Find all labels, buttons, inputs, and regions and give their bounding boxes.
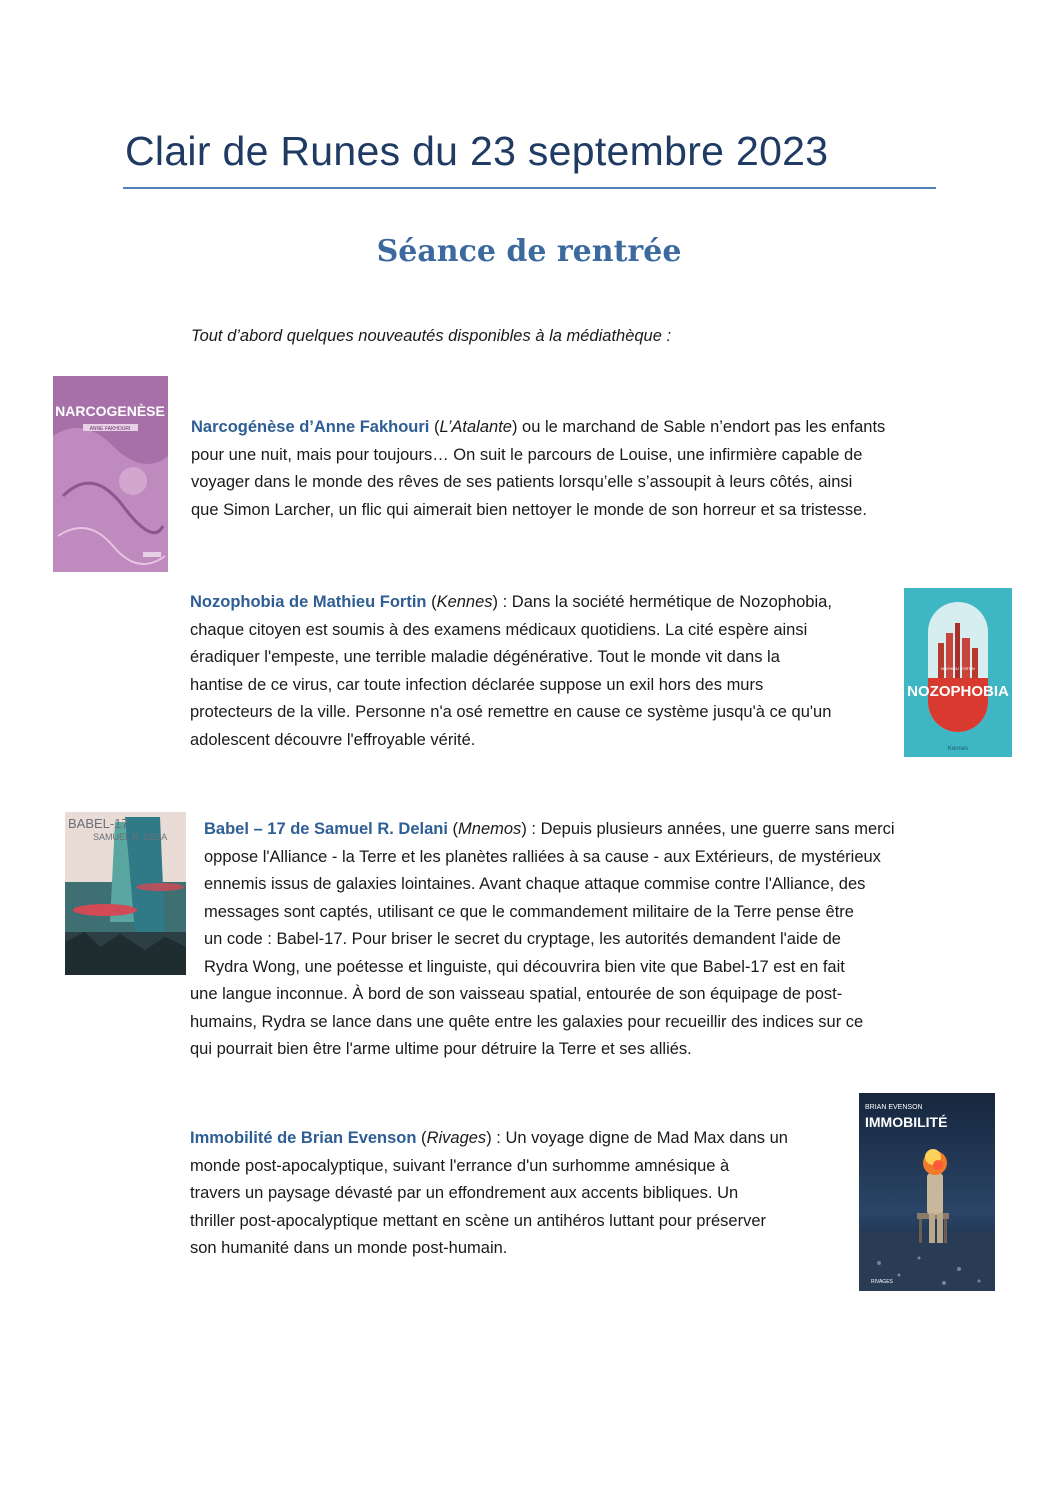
cover-author: MATHIEU FORTIN [941, 666, 975, 671]
book-description-line: Rydra Wong, une poétesse et linguiste, qui découvrira bien vite que Babel-17 est en fait [204, 957, 845, 976]
book-cover-narcogenese [53, 376, 168, 572]
book-title: Narcogénèse d’Anne Fakhouri [191, 418, 430, 436]
cover-title: BABEL-17 [68, 816, 129, 831]
book-publisher: Rivages [426, 1129, 487, 1147]
book-description-line: que Simon Larcher, un flic qui aimerait bien nettoyer le monde de son horreur et sa tristesse. [191, 500, 867, 519]
book-description-line: thriller post-apocalyptique mettant en scène un antihéros luttant pour préserver [190, 1211, 766, 1230]
book-description-line: ennemis issus de galaxies lointaines. Avant chaque attaque commise contre l'Alliance, des [204, 875, 866, 893]
book-entry-immobilite: Immobilité de Brian Evenson (Rivages) : Un voyage digne de Mad Max dans un monde post-apocalyptique, suivant l'errance d'un surhomme amnésique à travers un paysage dévasté par un effondrement aux accents bibliques. Un thriller post-apocalyptique mettant en scène un antihéros luttant pour préserver son humanité dans un monde post-humain. [190, 1125, 788, 1263]
cover-title: IMMOBILITÉ [865, 1114, 948, 1130]
book-description-line: son humanité dans un monde post-humain. [190, 1239, 508, 1257]
book-description-line: messages sont captés, utilisant ce que le commandement militaire de la Terre pense être [204, 902, 854, 921]
title-divider [123, 187, 936, 189]
book-description-line: hantise de ce virus, car toute infection déclarée suppose un exil hors des murs [190, 675, 764, 694]
book-description-line: ou le marchand de Sable n’endort pas les enfants [517, 418, 886, 436]
book-description-line: une langue inconnue. À bord de son vaisseau spatial, entourée de son équipage de post- [190, 985, 843, 1003]
book-entry-nozophobia: Nozophobia de Mathieu Fortin (Kennes) : Dans la société hermétique de Nozophobia, chaque citoyen est soumis à des examens médicaux quotidiens. La cité espère ainsi éradiquer l'empeste, une terrible maladie dégénérative. Tout le monde vit dans la hantise de ce virus, car toute infection déclarée suppose un exil hors des murs protecteurs de la ville. Personne n'a osé remettre en cause ce système jusqu'à ce qu'un adolescent découvre l'effroyable vérité. [190, 589, 832, 754]
book-publisher: Mnemos [458, 820, 522, 838]
book-cover-immobilite [859, 1093, 995, 1291]
book-entry-babel-17: Babel – 17 de Samuel R. Delani (Mnemos) : Depuis plusieurs années, une guerre sans merci oppose l'Alliance - la Terre et les planètes ralliées à sa cause - aux Extérieurs, de mystérieux ennemis issus de galaxies lointaines. Avant chaque attaque commise contre l'Alliance, des messages sont captés, utilisant ce que le commandement militaire de la Terre pense être un code : Babel-17. Pour briser le secret du cryptage, les autorités demandent l'aide de Rydra Wong, une poétesse et linguiste, qui découvrira bien vite que Babel-17 est en fait [204, 816, 895, 981]
book-description-line: : Un voyage digne de Mad Max dans un [491, 1129, 788, 1147]
book-description-line: protecteurs de la ville. Personne n'a osé remettre en cause ce système jusqu'à ce qu'un [190, 703, 832, 721]
book-description-line: un code : Babel-17. Pour briser le secret du cryptage, les autorités demandent l'aide de [204, 930, 841, 948]
book-description-line: travers un paysage dévasté par un effondrement aux accents bibliques. Un [190, 1184, 739, 1202]
book-cover-nozophobia [904, 588, 1012, 757]
cover-author: BRIAN EVENSON [865, 1104, 923, 1111]
book-description-line: adolescent découvre l'effroyable vérité. [190, 730, 476, 749]
book-description-line: chaque citoyen est soumis à des examens médicaux quotidiens. La cité espère ainsi [190, 620, 808, 639]
book-publisher: Kennes [436, 593, 493, 611]
book-entry-babel-17-continued [190, 981, 863, 1064]
book-entry-narcogenese: Narcogénèse d’Anne Fakhouri (L’Atalante) ou le marchand de Sable n’endort pas les enfants pour une nuit, mais pour toujours… On suit le parcours de Louise, une infirmière capable de voyager dans le monde des rêves de ses patients lorsqu’elle s’assoupit à leurs côtés, ainsi que Simon Larcher, un flic qui aimerait bien nettoyer le monde de son horreur et sa tristesse. [191, 414, 885, 524]
book-publisher: L’Atalante [439, 418, 512, 436]
book-description-line: monde post-apocalyptique, suivant l'errance d'un surhomme amnésique à [190, 1156, 730, 1175]
cover-imprint: RIVAGES [871, 1279, 893, 1285]
page-title: Clair de Runes du 23 septembre 2023 [125, 128, 829, 174]
book-title: Babel – 17 de Samuel R. Delani [204, 820, 448, 838]
book-title: Nozophobia de Mathieu Fortin [190, 593, 427, 611]
intro-text: Tout d’abord quelques nouveautés disponibles à la médiathèque : [191, 327, 672, 345]
book-description-line: voyager dans le monde des rêves de ses patients lorsqu’elle s’assoupit à leurs côtés, ainsi [191, 473, 853, 491]
book-description-line: : Depuis plusieurs années, une guerre sans merci [526, 820, 895, 838]
section-heading: Séance de rentrée [376, 234, 682, 269]
book-description-line: qui pourrait bien être l'arme ultime pour détruire la Terre et ses alliés. [190, 1040, 692, 1058]
book-description-line: pour une nuit, mais pour toujours… On suit le parcours de Louise, une infirmière capable de [191, 445, 863, 464]
cover-title: NOZOPHOBIA [907, 683, 1009, 700]
book-description-line: : Dans la société hermétique de Nozophobia, [498, 593, 832, 611]
cover-title: NARCOGENÈSE [55, 403, 165, 419]
cover-author: ANNE FAKHOURI [89, 426, 131, 432]
book-cover-babel-17 [65, 812, 186, 975]
book-description-line: éradiquer l'empeste, une terrible maladie dégénérative. Tout le monde vit dans la [190, 648, 780, 666]
cover-imprint: Kennes [947, 746, 969, 752]
book-title: Immobilité de Brian Evenson [190, 1129, 417, 1147]
book-description-line: oppose l'Alliance - la Terre et les planètes ralliées à sa cause - aux Extérieurs, de mystérieux [204, 847, 881, 866]
cover-author: SAMUEL R. DELA [93, 832, 168, 842]
book-description-line: humains, Rydra se lance dans une quête entre les galaxies pour recueillir des indices sur ce [190, 1012, 864, 1031]
